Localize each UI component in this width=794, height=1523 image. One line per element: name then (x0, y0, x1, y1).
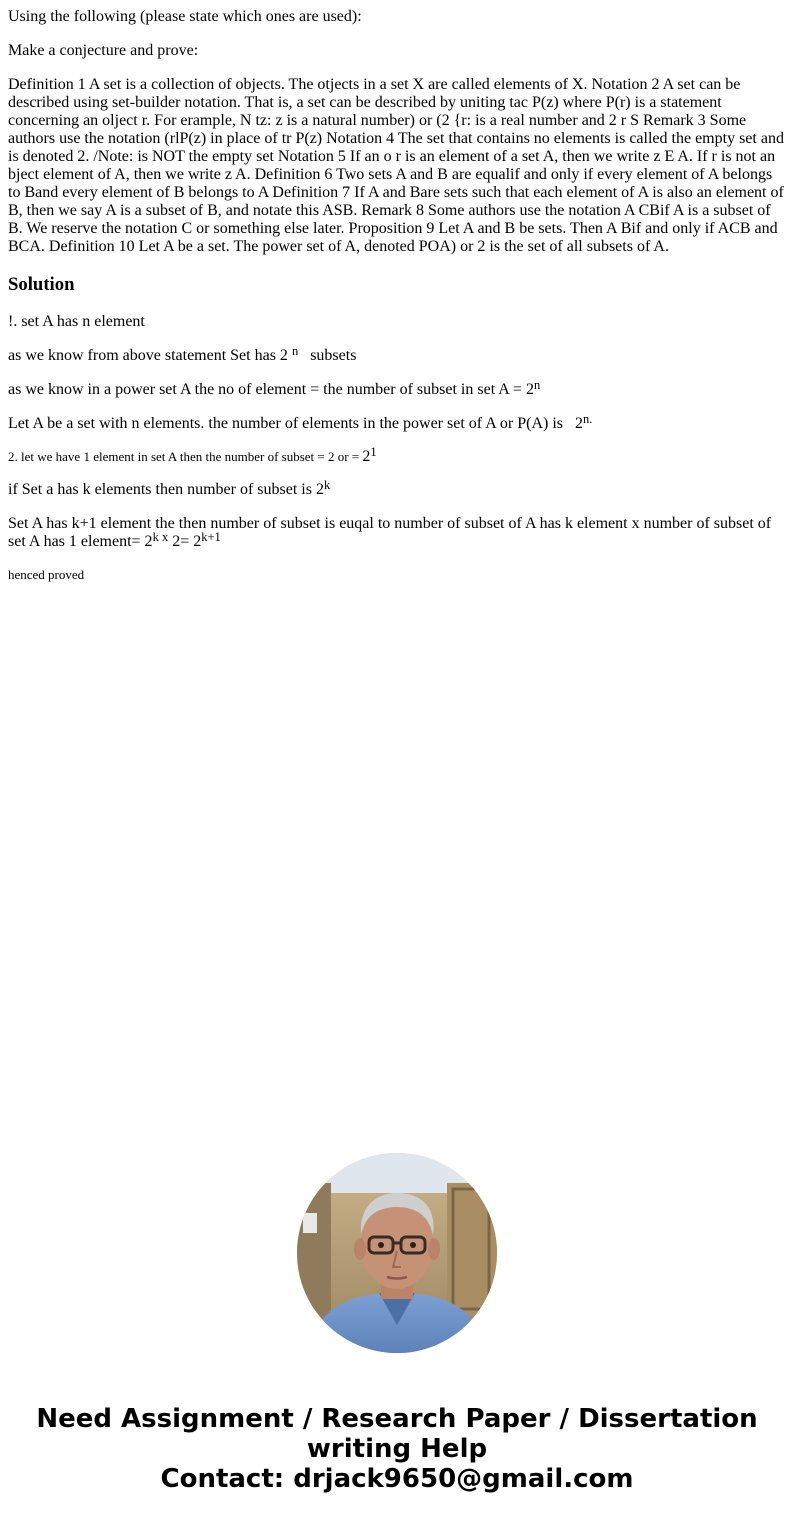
tutor-portrait-image (297, 1153, 497, 1353)
banner-contact-line: Contact: drjack9650@gmail.com (160, 1464, 634, 1494)
solution-line-5-text: 2. let we have 1 element in set A then the number of subset = 2 or = (8, 449, 363, 464)
solution-line-2-text: as we know from above statement Set has 2 (8, 347, 292, 364)
solution-line-6 (8, 478, 786, 499)
solution-line-7-mid: 2= 2 (168, 533, 202, 550)
solution-line-2-tail: subsets (310, 347, 357, 364)
avatar (297, 1153, 497, 1353)
solution-line-5 (8, 445, 786, 465)
document-body (8, 0, 786, 599)
solution-line-5-base: 2 (362, 448, 371, 465)
solution-line-3-text: as we know in a power set A the no of element = the number of subset in set A = 2 (8, 381, 534, 398)
question-definitions: Definition 1 A set is a collection of objects. The otjects in a set X are called elements of X. Notation 2 A set can be described using set-builder notation. That is, a set can be described by uniting tac P(z) where P(r) is a statement concerning an olject r. For erample, N tz: z is a natural number) or (2 {r: is a real number and 2 r S Remark 3 Some authors use the notation (rlP(z) in place of tr P(z) Notation 4 The set that contains no elements is called the empty set and is denoted 2. /Note: is NOT the empty set Notation 5 If an o r is an element of a set A, then we write z E A. If r is not an bject element of A, then we write z A. Definition 6 Two sets A and B are equalif and only if every element of A belongs to Band every element of B belongs to A Definition 7 If A and Bare sets such that each element of A is also an element of B, then we say A is a subset of B, and notate this ASB. Remark 8 Some authors use the notation A CBif A is a subset of B. We reserve the notation C or something else later. Proposition 9 Let A and B be sets. Then A Bif and only if ACB and BCA. Definition 10 Let A be a set. The power set of A, denoted POA) or 2 is the set of all subsets of A. (8, 76, 784, 255)
solution-line-2 (8, 344, 786, 365)
solution-line-4-base: 2 (575, 415, 583, 432)
exponent: 1 (370, 445, 377, 459)
exponent: k+1 (201, 530, 221, 544)
banner-line-1: Need Assignment / Research Paper / Dissertation (36, 1404, 758, 1434)
solution-line-6-text: if Set a has k elements then number of subset is 2 (8, 481, 324, 498)
exponent: n. (583, 412, 593, 426)
exponent: n (533, 378, 541, 392)
solution-line-4-text: Let A be a set with n elements. the number of elements in the power set of A or P(A) is (8, 415, 567, 432)
exponent: n (291, 344, 299, 358)
solution-line-4 (8, 412, 786, 433)
solution-conclusion: henced proved (8, 567, 85, 582)
solution-line-7-text: Set A has k+1 element the then number of subset is euqal to number of subset of A has k element x number of subset of set A has 1 element= 2 (8, 515, 772, 550)
exponent: k x (152, 530, 169, 544)
question-intro: Using the following (please state which ones are used): (8, 8, 362, 25)
banner-line-2: writing Help (306, 1434, 488, 1464)
solution-line-1: !. set A has n element (8, 313, 145, 330)
solution-line-3 (8, 378, 786, 399)
contact-banner (0, 1404, 794, 1494)
exponent: k (323, 478, 331, 492)
solution-heading: Solution (8, 274, 75, 295)
question-task: Make a conjecture and prove: (8, 42, 199, 59)
solution-line-7 (8, 515, 786, 551)
